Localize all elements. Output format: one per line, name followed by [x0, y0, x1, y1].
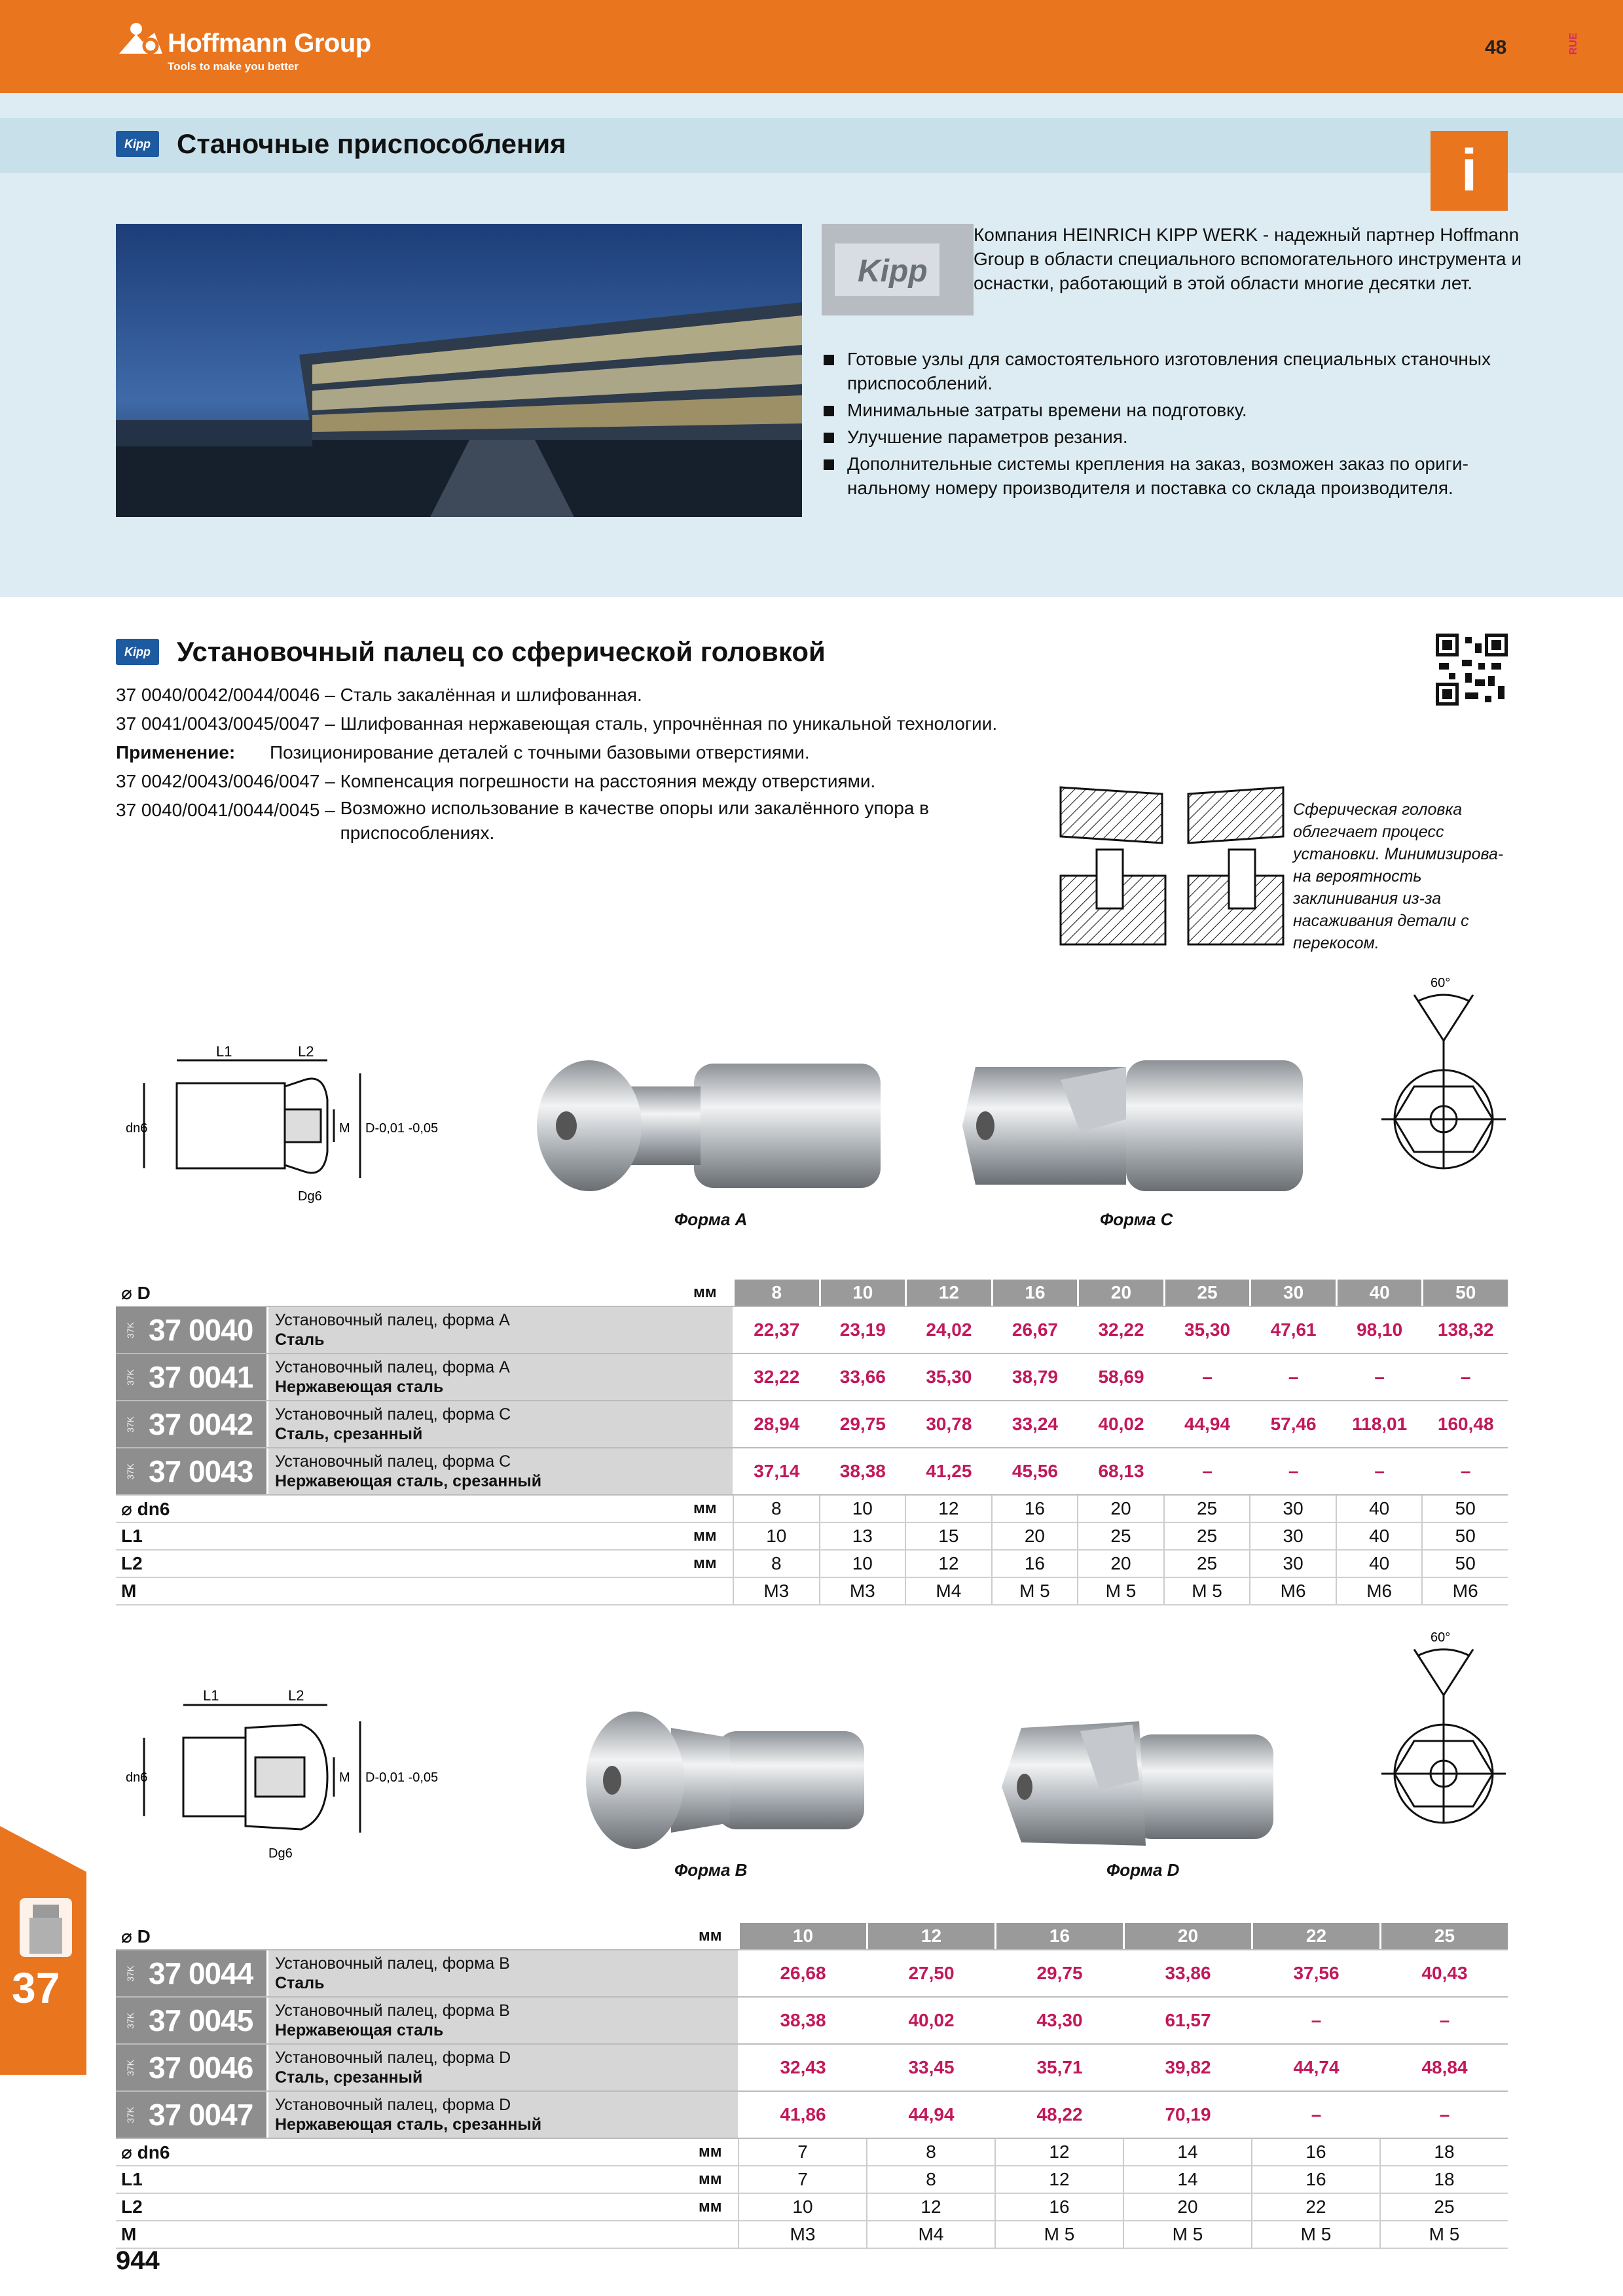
table-row[interactable] — [116, 1448, 1508, 1494]
product-name: Установочный палец, форма B — [275, 2001, 510, 2020]
row-divider — [116, 2248, 1508, 2249]
product-name: Установочный палец, форма A — [275, 1358, 510, 1376]
price-cell[interactable]: 43,30 — [994, 1998, 1123, 2043]
dimension-cell: M 5 — [991, 1578, 1078, 1604]
price-cell[interactable]: 118,01 — [1336, 1401, 1422, 1447]
dimension-unit: мм — [693, 1499, 717, 1517]
dimension-cell: 16 — [991, 1551, 1078, 1577]
header-unit: мм — [699, 1927, 722, 1945]
dimension-label: L2 — [121, 2197, 143, 2217]
dimension-cell: 20 — [991, 1523, 1078, 1549]
price-cell[interactable]: 70,19 — [1123, 2092, 1251, 2138]
dimension-unit: мм — [699, 2198, 722, 2215]
scheme-note: Сферическая головка облегчает процесс установки. Минимизирова-на вероятность заклинивания из-за насаживания детали с перекосом. — [1293, 800, 1504, 952]
dimension-cell: 8 — [733, 1551, 819, 1577]
price-cell[interactable]: 160,48 — [1421, 1401, 1508, 1447]
price-cell[interactable]: – — [1163, 1354, 1250, 1400]
article-number-cell[interactable] — [116, 2092, 266, 2138]
price-cell[interactable]: – — [1421, 1354, 1508, 1400]
price-cell[interactable]: 35,30 — [905, 1354, 991, 1400]
article-tag: 37K — [125, 1416, 136, 1433]
price-cell[interactable]: – — [1163, 1448, 1250, 1494]
article-number-cell[interactable] — [116, 1354, 266, 1400]
size-header-cell: 50 — [1421, 1280, 1508, 1306]
hoffmann-logo-icon — [117, 20, 169, 59]
size-header-cell: 25 — [1379, 1923, 1508, 1949]
dimension-cell: 40 — [1336, 1496, 1422, 1522]
dimension-row — [116, 2139, 1508, 2165]
dimension-cell: 12 — [905, 1496, 991, 1522]
price-cell[interactable]: 39,82 — [1123, 2045, 1251, 2090]
price-cell[interactable]: 30,78 — [905, 1401, 991, 1447]
price-cell[interactable]: 33,45 — [866, 2045, 994, 2090]
price-cell[interactable]: 38,79 — [991, 1354, 1078, 1400]
header-unit: мм — [693, 1283, 717, 1301]
form-d-label: Форма D — [1106, 1860, 1180, 1880]
chapter-number: 37 — [12, 1964, 60, 2012]
price-cell[interactable]: 32,22 — [1077, 1307, 1163, 1353]
header-diameter-label: ⌀ D — [121, 1282, 151, 1303]
dimension-cell: 12 — [905, 1551, 991, 1577]
dimension-cell: 13 — [819, 1523, 905, 1549]
dimension-cell: 10 — [738, 2194, 866, 2220]
product-name-cell — [268, 1401, 733, 1447]
price-cell[interactable]: 98,10 — [1336, 1307, 1422, 1353]
feature-item: Дополнительные системы крепления на заказ, возможен заказ по ориги-нальному номеру производителя и поставка со склада производителя. — [824, 452, 1511, 500]
price-cell[interactable]: 48,22 — [994, 2092, 1123, 2138]
form-c-label: Форма C — [1100, 1210, 1173, 1229]
price-cell[interactable]: – — [1336, 1448, 1422, 1494]
page-number-bottom: 944 — [116, 2246, 160, 2275]
product-name-cell — [268, 2092, 738, 2138]
product-material: Сталь, срезанный — [275, 1425, 423, 1443]
dimension-cell: 22 — [1251, 2194, 1379, 2220]
dimension-cell: 40 — [1336, 1551, 1422, 1577]
size-header-cell: 8 — [733, 1280, 819, 1306]
end-view-drawing-2 — [1375, 1630, 1512, 1826]
dimension-cell: 12 — [866, 2194, 994, 2220]
company-text: Компания HEINRICH KIPP WERK - надежный партнер Hoffmann Group в области специального вспомогательного инструмента и оснастки, работающий в этой области многие десятки лет. — [974, 224, 1522, 293]
dimension-label: L1 — [121, 2169, 143, 2189]
product-name: Установочный палец, форма C — [275, 1452, 511, 1471]
label-dg6: Dg6 — [268, 1846, 293, 1861]
price-cell[interactable]: 29,75 — [994, 1950, 1123, 1996]
pin-form-c-photo — [962, 1041, 1309, 1211]
dimension-row — [116, 1523, 1508, 1549]
kipp-logo-icon: Kipp — [116, 639, 159, 665]
dimension-row — [116, 2194, 1508, 2220]
dimension-cell: 15 — [905, 1523, 991, 1549]
size-header-cell: 10 — [819, 1280, 905, 1306]
product-name: Установочный палец, форма C — [275, 1405, 511, 1424]
price-cell[interactable]: 24,02 — [905, 1307, 991, 1353]
technical-drawing-a — [126, 1043, 452, 1211]
dimension-cell: 8 — [866, 2139, 994, 2165]
dimension-row — [116, 1551, 1508, 1577]
dimension-cell: 16 — [1251, 2166, 1379, 2193]
dimension-cell: 7 — [738, 2139, 866, 2165]
product-material: Нержавеющая сталь — [275, 1378, 444, 1396]
table-row[interactable] — [116, 1401, 1508, 1447]
dimension-cell: 14 — [1123, 2139, 1251, 2165]
price-cell[interactable]: 45,56 — [991, 1448, 1078, 1494]
feature-item: Минимальные затраты времени на подготовку. — [824, 398, 1511, 422]
product-name: Установочный палец, форма B — [275, 1954, 510, 1973]
price-cell[interactable]: 29,75 — [819, 1401, 905, 1447]
dimension-cell: 30 — [1249, 1523, 1336, 1549]
form-b-label: Форма B — [674, 1860, 748, 1880]
product-name: Установочный палец, форма A — [275, 1311, 510, 1329]
dimension-label: ⌀ dn6 — [121, 2142, 170, 2162]
dimension-label: ⌀ dn6 — [121, 1498, 170, 1519]
dimension-cell: 25 — [1077, 1523, 1163, 1549]
dimension-row — [116, 1496, 1508, 1522]
product-name: Установочный палец, форма D — [275, 2049, 511, 2067]
dimension-cell: 20 — [1123, 2194, 1251, 2220]
article-tag: 37K — [125, 1463, 136, 1480]
description-line: 37 0041/0043/0045/0047 – Шлифованная нержавеющая сталь, упрочнённая по уникальной технологии. — [116, 713, 998, 734]
pin-form-a-photo — [537, 1037, 884, 1214]
price-cell[interactable]: 40,43 — [1379, 1950, 1508, 1996]
article-number-cell[interactable] — [116, 1998, 266, 2043]
article-number-cell[interactable] — [116, 2045, 266, 2090]
dimension-cell: 25 — [1163, 1496, 1250, 1522]
dimension-label: L1 — [121, 1526, 143, 1546]
price-cell[interactable]: 28,94 — [733, 1401, 819, 1447]
building-photo — [116, 224, 802, 517]
pin-form-d-photo — [1002, 1708, 1277, 1859]
brand-tagline: Tools to make you better — [168, 60, 299, 73]
price-cell[interactable]: 47,61 — [1249, 1307, 1336, 1353]
price-cell[interactable]: 44,94 — [1163, 1401, 1250, 1447]
dimension-cell: 30 — [1249, 1496, 1336, 1522]
dimension-cell: 25 — [1379, 2194, 1508, 2220]
header-diameter-label: ⌀ D — [121, 1926, 151, 1946]
article-code: 37 0042 — [149, 1407, 253, 1441]
price-cell[interactable]: 32,43 — [738, 2045, 866, 2090]
table-header-row — [116, 1280, 1508, 1306]
price-cell[interactable]: 44,94 — [866, 2092, 994, 2138]
label-m: M — [339, 1121, 350, 1136]
description-line: 37 0040/0042/0044/0046 – Сталь закалённая и шлифованная. — [116, 685, 642, 705]
size-header-cell: 20 — [1123, 1923, 1251, 1949]
dimension-cell: 10 — [819, 1551, 905, 1577]
dimension-cell: 16 — [1251, 2139, 1379, 2165]
dimension-row — [116, 1578, 1508, 1604]
row-divider — [116, 1604, 1508, 1605]
price-cell[interactable]: 35,30 — [1163, 1307, 1250, 1353]
dimension-cell: 18 — [1379, 2139, 1508, 2165]
dimension-cell: 50 — [1421, 1523, 1508, 1549]
price-cell[interactable]: 57,46 — [1249, 1401, 1336, 1447]
feature-item: Улучшение параметров резания. — [824, 425, 1511, 449]
dimension-cell: 16 — [991, 1496, 1078, 1522]
dimension-cell: 50 — [1421, 1551, 1508, 1577]
article-code: 37 0047 — [149, 2098, 253, 2132]
chapter-tab[interactable] — [0, 1826, 86, 2075]
price-cell[interactable]: – — [1249, 1354, 1336, 1400]
brand-name: Hoffmann Group — [168, 29, 371, 58]
label-dg6: Dg6 — [298, 1189, 322, 1204]
pin-form-b-photo — [586, 1702, 867, 1859]
language-code: RUE — [1568, 33, 1579, 55]
dimension-unit: мм — [699, 2170, 722, 2188]
article-tag: 37K — [125, 2106, 136, 2123]
product-material: Сталь — [275, 1331, 325, 1349]
dimension-cell: 25 — [1163, 1523, 1250, 1549]
article-number-cell[interactable] — [116, 1950, 266, 1996]
dimension-label: M — [121, 2224, 137, 2244]
dimension-cell: 30 — [1249, 1551, 1336, 1577]
size-header-cell: 20 — [1077, 1280, 1163, 1306]
price-cell[interactable]: 41,86 — [738, 2092, 866, 2138]
price-cell[interactable]: 38,38 — [819, 1448, 905, 1494]
dimension-cell: M6 — [1336, 1578, 1422, 1604]
price-cell[interactable]: 22,37 — [733, 1307, 819, 1353]
section-title: Станочные приспособления — [177, 128, 566, 159]
dimension-cell: 12 — [994, 2139, 1123, 2165]
article-tag: 37K — [125, 2059, 136, 2076]
product-name: Установочный палец, форма D — [275, 2096, 511, 2114]
price-cell[interactable]: 44,74 — [1251, 2045, 1379, 2090]
kipp-logo-icon: Kipp — [116, 131, 159, 157]
article-code: 37 0045 — [149, 2003, 253, 2037]
dimension-cell: M3 — [819, 1578, 905, 1604]
label-tolerance: D-0,01 -0,05 — [365, 1121, 439, 1136]
table-row[interactable] — [116, 1307, 1508, 1353]
label-l2: L2 — [298, 1043, 314, 1060]
product-name-cell — [268, 2045, 738, 2090]
dimension-cell: M 5 — [994, 2221, 1123, 2248]
product-name-cell — [268, 1354, 733, 1400]
article-tag: 37K — [125, 1965, 136, 1982]
price-cell[interactable]: – — [1251, 1998, 1379, 2043]
label-tolerance: D-0,01 -0,05 — [365, 1770, 439, 1785]
product-material: Сталь, срезанный — [275, 2068, 423, 2087]
price-cell[interactable]: 38,38 — [738, 1998, 866, 2043]
svg-text:Kipp: Kipp — [858, 254, 928, 289]
dimension-cell: 10 — [819, 1496, 905, 1522]
price-cell[interactable]: 27,50 — [866, 1950, 994, 1996]
product-description — [116, 681, 1124, 846]
article-number-cell[interactable] — [116, 1448, 266, 1494]
qr-code-icon[interactable] — [1436, 634, 1508, 706]
dimension-cell: M6 — [1249, 1578, 1336, 1604]
article-code: 37 0041 — [149, 1360, 253, 1394]
size-header-cell: 16 — [994, 1923, 1123, 1949]
product-material: Сталь — [275, 1974, 325, 1992]
article-number-cell[interactable] — [116, 1401, 266, 1447]
end-view-drawing-1 — [1375, 975, 1512, 1172]
product-name-cell — [268, 1998, 738, 2043]
article-tag: 37K — [125, 2012, 136, 2029]
article-code: 37 0046 — [149, 2051, 253, 2085]
product-name-cell — [268, 1448, 733, 1494]
dimension-unit: мм — [693, 1527, 717, 1545]
dimension-cell: 20 — [1077, 1496, 1163, 1522]
dimension-cell: M 5 — [1123, 2221, 1251, 2248]
dimension-cell: 25 — [1163, 1551, 1250, 1577]
size-header-cell: 22 — [1251, 1923, 1379, 1949]
article-code: 37 0040 — [149, 1313, 253, 1347]
form-a-label: Форма A — [674, 1210, 748, 1229]
size-header-cell: 16 — [991, 1280, 1078, 1306]
price-cell[interactable]: 33,66 — [819, 1354, 905, 1400]
product-title: Установочный палец со сферической головкой — [177, 636, 826, 667]
dimension-label: M — [121, 1581, 137, 1601]
dimension-cell: M 5 — [1251, 2221, 1379, 2248]
article-code: 37 0043 — [149, 1454, 253, 1488]
product-name-cell — [268, 1950, 738, 1996]
label-dn6: dn6 — [126, 1770, 148, 1785]
dimension-cell: 50 — [1421, 1496, 1508, 1522]
label-l2: L2 — [288, 1687, 304, 1704]
price-cell[interactable]: 23,19 — [819, 1307, 905, 1353]
dimension-cell: 7 — [738, 2166, 866, 2193]
kipp-sign-photo — [822, 224, 974, 315]
label-l1: L1 — [216, 1043, 232, 1060]
table-row[interactable] — [116, 1354, 1508, 1400]
price-cell[interactable]: – — [1421, 1448, 1508, 1494]
price-cell[interactable]: 33,24 — [991, 1401, 1078, 1447]
price-cell[interactable]: 40,02 — [866, 1998, 994, 2043]
dimension-cell: M 5 — [1077, 1578, 1163, 1604]
product-material: Нержавеющая сталь, срезанный — [275, 2115, 542, 2134]
feature-list — [824, 347, 1511, 503]
size-header-cell: 25 — [1163, 1280, 1250, 1306]
dimension-cell: 20 — [1077, 1551, 1163, 1577]
label-l1: L1 — [203, 1687, 219, 1704]
price-cell[interactable]: 138,32 — [1421, 1307, 1508, 1353]
size-header-cell: 10 — [738, 1923, 866, 1949]
dimension-cell: M3 — [733, 1578, 819, 1604]
dimension-cell: M4 — [866, 2221, 994, 2248]
table-row[interactable] — [116, 1998, 1508, 2043]
label-angle: 60° — [1431, 976, 1451, 990]
size-header-cell: 40 — [1336, 1280, 1422, 1306]
size-header-cell: 12 — [905, 1280, 991, 1306]
price-cell[interactable]: 33,86 — [1123, 1950, 1251, 1996]
description-line: 37 0040/0041/0044/0045 – Возможно использование в качестве опоры или закалённого упора в приспособлениях. — [116, 798, 930, 843]
dimension-cell: M 5 — [1163, 1578, 1250, 1604]
dimension-cell: 18 — [1379, 2166, 1508, 2193]
price-cell[interactable]: 48,84 — [1379, 2045, 1508, 2090]
price-cell[interactable]: 61,57 — [1123, 1998, 1251, 2043]
price-cell[interactable]: – — [1251, 2092, 1379, 2138]
product-material: Нержавеющая сталь — [275, 2021, 444, 2039]
article-number-cell[interactable] — [116, 1307, 266, 1353]
size-header-cell: 12 — [866, 1923, 994, 1949]
positioning-scheme-diagram — [1057, 784, 1300, 948]
product-name-cell — [268, 1307, 733, 1353]
dimension-cell: 8 — [733, 1496, 819, 1522]
dimension-cell: 14 — [1123, 2166, 1251, 2193]
label-m: M — [339, 1770, 350, 1785]
dimension-cell: M4 — [905, 1578, 991, 1604]
price-cell[interactable]: 32,22 — [733, 1354, 819, 1400]
dimension-unit: мм — [699, 2143, 722, 2161]
price-cell[interactable]: – — [1249, 1448, 1336, 1494]
technical-drawing-b — [126, 1687, 452, 1865]
price-cell[interactable]: 58,69 — [1077, 1354, 1163, 1400]
price-cell[interactable]: 37,56 — [1251, 1950, 1379, 1996]
price-cell[interactable]: 41,25 — [905, 1448, 991, 1494]
article-tag: 37K — [125, 1369, 136, 1386]
info-icon[interactable]: i — [1431, 131, 1508, 211]
dimension-label: L2 — [121, 1553, 143, 1573]
dimension-row — [116, 2221, 1508, 2248]
page-number-top: 48 — [1485, 37, 1507, 58]
table-row[interactable] — [116, 1950, 1508, 1996]
dimension-cell: 10 — [733, 1523, 819, 1549]
label-angle: 60° — [1431, 1630, 1451, 1645]
price-cell[interactable]: 26,67 — [991, 1307, 1078, 1353]
price-cell[interactable]: 68,13 — [1077, 1448, 1163, 1494]
dimension-cell: 12 — [994, 2166, 1123, 2193]
article-tag: 37K — [125, 1321, 136, 1338]
size-header-cell: 30 — [1249, 1280, 1336, 1306]
dimension-cell: 40 — [1336, 1523, 1422, 1549]
dimension-cell: M 5 — [1379, 2221, 1508, 2248]
article-code: 37 0044 — [149, 1956, 253, 1990]
dimension-unit: мм — [693, 1554, 717, 1572]
price-cell[interactable]: – — [1379, 1998, 1508, 2043]
label-dn6: dn6 — [126, 1121, 148, 1136]
price-cell[interactable]: 26,68 — [738, 1950, 866, 1996]
dimension-row — [116, 2166, 1508, 2193]
price-cell[interactable]: – — [1379, 2092, 1508, 2138]
price-cell[interactable]: – — [1336, 1354, 1422, 1400]
description-line: 37 0042/0043/0046/0047 – Компенсация погрешности на расстояния между отверстиями. — [116, 771, 876, 791]
price-cell[interactable]: 40,02 — [1077, 1401, 1163, 1447]
dimension-cell: M6 — [1421, 1578, 1508, 1604]
feature-item: Готовые узлы для самостоятельного изготовления специальных станочных приспособлений. — [824, 347, 1511, 395]
table-row[interactable] — [116, 2092, 1508, 2138]
table-row[interactable] — [116, 2045, 1508, 2090]
dimension-cell: 8 — [866, 2166, 994, 2193]
description-line: Применение: Позиционирование деталей с точными базовыми отверстиями. — [116, 742, 810, 762]
table-header-row — [116, 1923, 1508, 1949]
product-material: Нержавеющая сталь, срезанный — [275, 1472, 542, 1490]
dimension-cell: 16 — [994, 2194, 1123, 2220]
price-cell[interactable]: 35,71 — [994, 2045, 1123, 2090]
price-cell[interactable]: 37,14 — [733, 1448, 819, 1494]
dimension-cell: M3 — [738, 2221, 866, 2248]
